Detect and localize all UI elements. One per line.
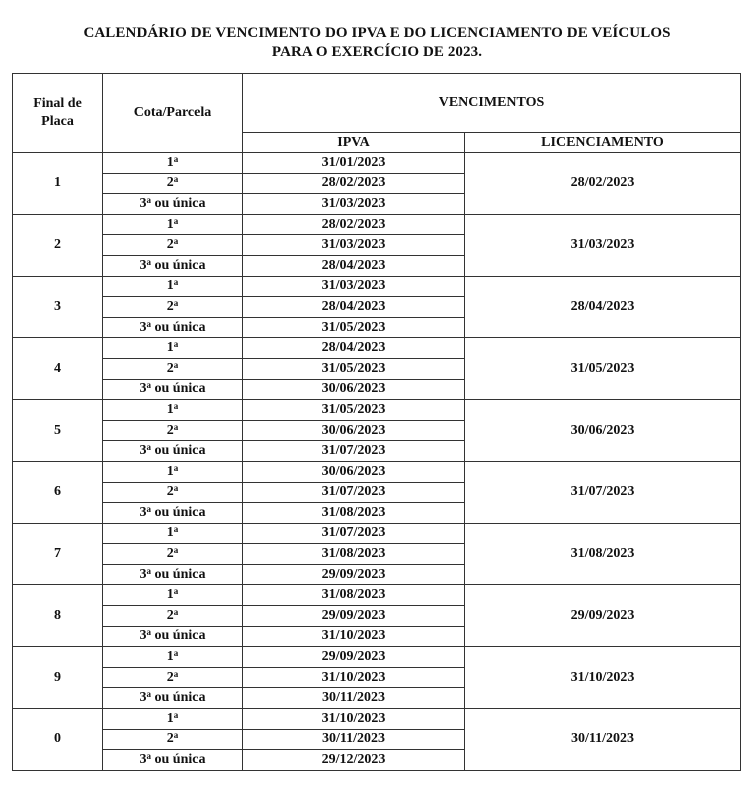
calendar-body (13, 153, 741, 771)
ipva-date-cell: 31/10/2023 (243, 709, 465, 730)
ipva-date-cell: 31/03/2023 (243, 235, 465, 256)
cota-ordinal: a (146, 256, 152, 267)
cota-parcela-cell (103, 379, 243, 400)
cota-parcela-cell (103, 400, 243, 421)
cota-number: 1 (166, 525, 174, 541)
licenciamento-date-cell: 31/10/2023 (465, 647, 741, 709)
cota-ordinal: a (173, 153, 179, 164)
ipva-date-cell: 31/08/2023 (243, 585, 465, 606)
cota-number: 3 (139, 504, 147, 520)
cota-number: 3 (139, 195, 147, 211)
ipva-date-cell: 28/02/2023 (243, 214, 465, 235)
cota-suffix: ou única (151, 195, 206, 211)
cota-ordinal: a (173, 524, 179, 535)
cota-number: 1 (166, 649, 174, 665)
ipva-date-cell: 29/09/2023 (243, 647, 465, 668)
cota-ordinal: a (173, 462, 179, 473)
cota-parcela-cell (103, 255, 243, 276)
ipva-date-cell: 29/09/2023 (243, 606, 465, 627)
table-row (13, 461, 741, 482)
final-de-placa-cell: 1 (13, 153, 103, 215)
cota-parcela-cell (103, 606, 243, 627)
cota-parcela-cell (103, 523, 243, 544)
header-final-de-placa-line2: Placa (41, 114, 74, 129)
table-row (13, 585, 741, 606)
cota-parcela-cell (103, 647, 243, 668)
cota-ordinal: a (173, 421, 179, 432)
cota-ordinal: a (173, 400, 179, 411)
cota-suffix: ou única (151, 504, 206, 520)
cota-number: 2 (166, 360, 174, 376)
table-row (13, 338, 741, 359)
licenciamento-date-cell: 28/04/2023 (465, 276, 741, 338)
cota-number: 1 (166, 463, 174, 479)
ipva-date-cell: 28/04/2023 (243, 255, 465, 276)
cota-parcela-cell (103, 194, 243, 215)
cota-ordinal: a (146, 751, 152, 762)
cota-parcela-cell (103, 461, 243, 482)
cota-number: 1 (166, 216, 174, 232)
cota-ordinal: a (146, 194, 152, 205)
cota-ordinal: a (146, 380, 152, 391)
ipva-date-cell: 30/06/2023 (243, 420, 465, 441)
cota-ordinal: a (146, 627, 152, 638)
cota-ordinal: a (173, 730, 179, 741)
final-de-placa-cell: 6 (13, 461, 103, 523)
cota-parcela-cell (103, 585, 243, 606)
cota-number: 2 (166, 546, 174, 562)
cota-suffix: ou única (151, 752, 206, 768)
cota-ordinal: a (173, 359, 179, 370)
header-vencimentos: VENCIMENTOS (243, 74, 741, 133)
cota-ordinal: a (146, 442, 152, 453)
cota-number: 1 (166, 587, 174, 603)
licenciamento-date-cell: 31/03/2023 (465, 214, 741, 276)
cota-suffix: ou única (151, 566, 206, 582)
final-de-placa-cell: 4 (13, 338, 103, 400)
licenciamento-date-cell: 30/06/2023 (465, 400, 741, 462)
cota-parcela-cell (103, 626, 243, 647)
cota-number: 2 (166, 484, 174, 500)
document-subtitle: PARA O EXERCÍCIO DE 2023. (271, 44, 483, 60)
cota-number: 3 (139, 257, 147, 273)
final-de-placa-cell: 8 (13, 585, 103, 647)
cota-suffix: ou única (151, 319, 206, 335)
cota-number: 3 (139, 566, 147, 582)
cota-parcela-cell (103, 564, 243, 585)
cota-parcela-cell (103, 750, 243, 771)
cota-parcela-cell (103, 544, 243, 565)
cota-parcela-cell (103, 441, 243, 462)
cota-number: 3 (139, 319, 147, 335)
ipva-date-cell: 31/08/2023 (243, 544, 465, 565)
licenciamento-date-cell: 31/08/2023 (465, 523, 741, 585)
cota-number: 2 (166, 607, 174, 623)
cota-parcela-cell (103, 420, 243, 441)
cota-parcela-cell (103, 338, 243, 359)
cota-number: 2 (166, 422, 174, 438)
ipva-date-cell: 31/07/2023 (243, 482, 465, 503)
ipva-date-cell: 29/12/2023 (243, 750, 465, 771)
final-de-placa-cell: 7 (13, 523, 103, 585)
ipva-date-cell: 31/05/2023 (243, 317, 465, 338)
cota-ordinal: a (173, 545, 179, 556)
table-row (13, 400, 741, 421)
cota-ordinal: a (146, 689, 152, 700)
cota-parcela-cell (103, 173, 243, 194)
cota-suffix: ou única (151, 257, 206, 273)
header-final-de-placa-line1: Final de (33, 96, 82, 111)
table-row (13, 709, 741, 730)
table-row (13, 214, 741, 235)
cota-parcela-cell (103, 235, 243, 256)
final-de-placa-cell: 5 (13, 400, 103, 462)
cota-parcela-cell (103, 276, 243, 297)
cota-number: 2 (166, 298, 174, 314)
cota-parcela-cell (103, 688, 243, 709)
cota-number: 1 (166, 154, 174, 170)
cota-ordinal: a (173, 297, 179, 308)
cota-ordinal: a (173, 483, 179, 494)
cota-number: 3 (139, 690, 147, 706)
ipva-date-cell: 31/03/2023 (243, 276, 465, 297)
ipva-date-cell: 31/10/2023 (243, 626, 465, 647)
ipva-date-cell: 30/11/2023 (243, 729, 465, 750)
cota-parcela-cell (103, 214, 243, 235)
licenciamento-date-cell: 29/09/2023 (465, 585, 741, 647)
final-de-placa-cell: 0 (13, 709, 103, 771)
cota-number: 1 (166, 278, 174, 294)
cota-number: 3 (139, 381, 147, 397)
cota-number: 2 (166, 175, 174, 191)
ipva-date-cell: 30/06/2023 (243, 461, 465, 482)
header-licenciamento: LICENCIAMENTO (465, 133, 741, 153)
cota-parcela-cell (103, 709, 243, 730)
cota-parcela-cell (103, 153, 243, 174)
cota-number: 1 (166, 340, 174, 356)
cota-number: 2 (166, 669, 174, 685)
cota-number: 3 (139, 752, 147, 768)
cota-suffix: ou única (151, 628, 206, 644)
ipva-date-cell: 31/01/2023 (243, 153, 465, 174)
cota-suffix: ou única (151, 690, 206, 706)
table-row (13, 153, 741, 174)
ipva-date-cell: 31/10/2023 (243, 667, 465, 688)
document-title: CALENDÁRIO DE VENCIMENTO DO IPVA E DO LICENCIAMENTO DE VEÍCULOS (83, 25, 671, 41)
table-row (13, 276, 741, 297)
final-de-placa-cell: 2 (13, 214, 103, 276)
ipva-date-cell: 30/06/2023 (243, 379, 465, 400)
cota-parcela-cell (103, 729, 243, 750)
cota-number: 2 (166, 237, 174, 253)
cota-ordinal: a (173, 648, 179, 659)
cota-parcela-cell (103, 503, 243, 524)
ipva-date-cell: 31/07/2023 (243, 523, 465, 544)
table-row (13, 523, 741, 544)
header-cota-parcela: Cota/Parcela (103, 74, 243, 153)
ipva-date-cell: 31/08/2023 (243, 503, 465, 524)
ipva-date-cell: 28/04/2023 (243, 297, 465, 318)
cota-ordinal: a (146, 565, 152, 576)
cota-parcela-cell (103, 297, 243, 318)
cota-parcela-cell (103, 482, 243, 503)
calendar-table (12, 73, 741, 771)
cota-ordinal: a (146, 318, 152, 329)
cota-parcela-cell (103, 667, 243, 688)
ipva-date-cell: 28/04/2023 (243, 338, 465, 359)
header-final-de-placa (13, 74, 103, 153)
ipva-date-cell: 31/05/2023 (243, 400, 465, 421)
ipva-date-cell: 31/07/2023 (243, 441, 465, 462)
licenciamento-date-cell: 30/11/2023 (465, 709, 741, 771)
cota-ordinal: a (146, 503, 152, 514)
final-de-placa-cell: 3 (13, 276, 103, 338)
cota-number: 2 (166, 731, 174, 747)
cota-ordinal: a (173, 277, 179, 288)
cota-suffix: ou única (151, 381, 206, 397)
cota-number: 1 (166, 401, 174, 417)
cota-ordinal: a (173, 174, 179, 185)
cota-ordinal: a (173, 215, 179, 226)
cota-ordinal: a (173, 606, 179, 617)
final-de-placa-cell: 9 (13, 647, 103, 709)
cota-number: 1 (166, 710, 174, 726)
cota-suffix: ou única (151, 443, 206, 459)
ipva-date-cell: 31/05/2023 (243, 358, 465, 379)
cota-ordinal: a (173, 236, 179, 247)
cota-parcela-cell (103, 358, 243, 379)
cota-ordinal: a (173, 339, 179, 350)
ipva-date-cell: 28/02/2023 (243, 173, 465, 194)
table-row (13, 647, 741, 668)
header-ipva: IPVA (243, 133, 465, 153)
ipva-date-cell: 31/03/2023 (243, 194, 465, 215)
cota-parcela-cell (103, 317, 243, 338)
ipva-date-cell: 30/11/2023 (243, 688, 465, 709)
ipva-date-cell: 29/09/2023 (243, 564, 465, 585)
licenciamento-date-cell: 31/07/2023 (465, 461, 741, 523)
cota-ordinal: a (173, 668, 179, 679)
licenciamento-date-cell: 31/05/2023 (465, 338, 741, 400)
cota-number: 3 (139, 628, 147, 644)
cota-ordinal: a (173, 709, 179, 720)
licenciamento-date-cell: 28/02/2023 (465, 153, 741, 215)
cota-number: 3 (139, 443, 147, 459)
cota-ordinal: a (173, 586, 179, 597)
